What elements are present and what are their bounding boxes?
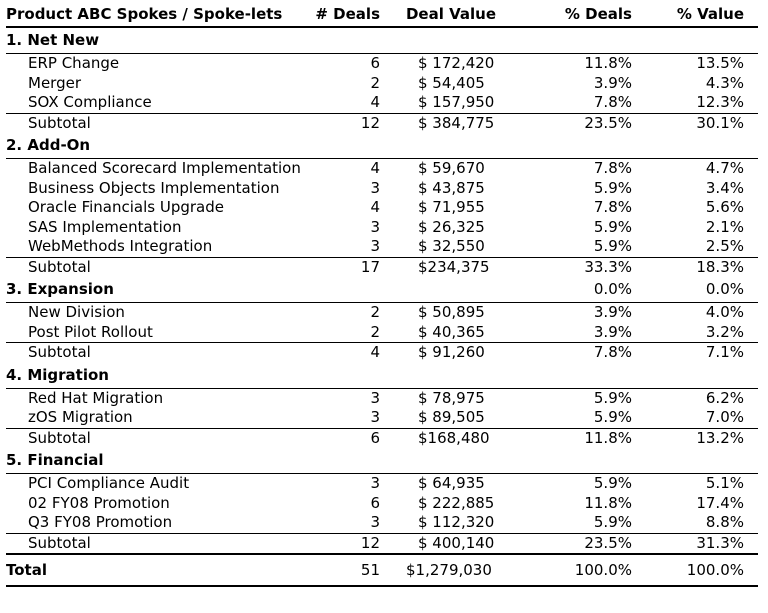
section-header-row [6, 448, 758, 474]
row-value: $ 89,505 [418, 408, 485, 427]
row-pct-value: 5.1% [705, 474, 744, 493]
row-name: WebMethods Integration [28, 237, 213, 256]
row-name: Merger [28, 73, 81, 92]
section-title: 4. Migration [6, 363, 312, 389]
row-value: $ 112,320 [418, 513, 495, 532]
section-empty-cell [384, 363, 518, 389]
total-row [6, 554, 758, 586]
row-pct-value: 8.8% [705, 513, 744, 532]
row-pct-deals: 5.9% [593, 178, 632, 197]
section-header-row [6, 363, 758, 389]
section-pct-deals [518, 448, 638, 474]
section-header-row [6, 277, 758, 303]
row-deals: 4 [370, 159, 380, 178]
table-row [6, 54, 758, 74]
section-pct-deals: 0.0% [518, 277, 638, 303]
section-pct-value [638, 448, 758, 474]
row-pct-deals: 5.9% [593, 474, 632, 493]
row-pct-value: 4.7% [705, 159, 744, 178]
row-value: $ 32,550 [418, 237, 485, 256]
section-pct-deals [518, 133, 638, 159]
subtotal-label: Subtotal [6, 343, 312, 363]
row-value: $ 40,365 [418, 322, 485, 341]
row-value: $ 71,955 [418, 198, 485, 217]
section-empty-cell [312, 277, 384, 303]
row-deals: 2 [370, 303, 380, 322]
row-value: $ 64,935 [418, 474, 485, 493]
row-pct-value: 2.5% [705, 237, 744, 256]
row-name: Oracle Financials Upgrade [28, 198, 224, 217]
header-deals: # Deals [312, 2, 384, 27]
subtotal-label: Subtotal [6, 257, 312, 277]
subtotal-pct-value: 13.2% [638, 428, 758, 448]
row-name: Red Hat Migration [28, 388, 164, 407]
row-value: $ 50,895 [418, 303, 485, 322]
row-pct-deals: 5.9% [593, 388, 632, 407]
section-empty-cell [312, 448, 384, 474]
row-pct-deals: 5.9% [593, 408, 632, 427]
row-deals: 3 [370, 474, 380, 493]
table-row [6, 218, 758, 238]
section-title: 5. Financial [6, 448, 312, 474]
section-empty-cell [312, 27, 384, 54]
subtotal-value: $234,375 [384, 257, 518, 277]
row-value: $ 157,950 [418, 93, 495, 112]
subtotal-label: Subtotal [6, 428, 312, 448]
row-deals: 3 [370, 388, 380, 407]
table-row [6, 179, 758, 199]
subtotal-pct-deals: 11.8% [518, 428, 638, 448]
header-name: Product ABC Spokes / Spoke-lets [6, 2, 312, 27]
row-deals: 3 [370, 513, 380, 532]
table-row [6, 323, 758, 343]
subtotal-row [6, 257, 758, 277]
table-row [6, 408, 758, 428]
subtotal-pct-value: 30.1% [638, 113, 758, 133]
row-pct-value: 17.4% [696, 493, 744, 512]
row-value: $ 78,975 [418, 388, 485, 407]
row-name: SAS Implementation [28, 217, 182, 236]
total-pct-value: 100.0% [638, 554, 758, 586]
subtotal-value: $ 400,140 [384, 533, 518, 554]
row-pct-deals: 11.8% [584, 493, 632, 512]
row-name: 02 FY08 Promotion [28, 493, 170, 512]
row-pct-deals: 3.9% [593, 322, 632, 341]
section-pct-value [638, 133, 758, 159]
subtotal-row [6, 533, 758, 554]
subtotal-pct-value: 18.3% [638, 257, 758, 277]
subtotal-deals: 4 [312, 343, 384, 363]
table-row [6, 513, 758, 533]
table-row [6, 159, 758, 179]
table-row [6, 93, 758, 113]
header-pct-value: % Value [638, 2, 758, 27]
row-pct-deals: 5.9% [593, 237, 632, 256]
section-title: 2. Add-On [6, 133, 312, 159]
row-deals: 3 [370, 178, 380, 197]
row-value: $ 222,885 [418, 493, 495, 512]
row-pct-deals: 7.8% [593, 93, 632, 112]
row-pct-deals: 5.9% [593, 217, 632, 236]
subtotal-deals: 12 [312, 533, 384, 554]
row-pct-value: 6.2% [705, 388, 744, 407]
row-deals: 2 [370, 73, 380, 92]
row-pct-deals: 5.9% [593, 513, 632, 532]
row-pct-value: 5.6% [705, 198, 744, 217]
section-empty-cell [312, 363, 384, 389]
row-name: Q3 FY08 Promotion [28, 513, 173, 532]
row-pct-value: 4.0% [705, 303, 744, 322]
section-title: 3. Expansion [6, 277, 312, 303]
table-row [6, 303, 758, 323]
row-value: $ 26,325 [418, 217, 485, 236]
row-pct-value: 3.2% [705, 322, 744, 341]
section-header-row [6, 27, 758, 54]
subtotal-value: $ 384,775 [384, 113, 518, 133]
row-name: New Division [28, 303, 125, 322]
section-pct-value: 0.0% [638, 277, 758, 303]
section-empty-cell [312, 133, 384, 159]
row-pct-value: 13.5% [696, 54, 744, 73]
table-row [6, 198, 758, 218]
table-body [6, 27, 758, 554]
total-deals: 51 [312, 554, 384, 586]
subtotal-deals: 12 [312, 113, 384, 133]
row-deals: 4 [370, 93, 380, 112]
row-name: ERP Change [28, 54, 120, 73]
subtotal-pct-deals: 33.3% [518, 257, 638, 277]
total-label: Total [6, 554, 312, 586]
subtotal-deals: 17 [312, 257, 384, 277]
row-pct-deals: 3.9% [593, 73, 632, 92]
row-pct-value: 12.3% [696, 93, 744, 112]
section-header-row [6, 133, 758, 159]
subtotal-pct-deals: 23.5% [518, 533, 638, 554]
subtotal-pct-deals: 23.5% [518, 113, 638, 133]
section-empty-cell [384, 27, 518, 54]
section-pct-value [638, 27, 758, 54]
section-empty-cell [384, 277, 518, 303]
row-deals: 4 [370, 198, 380, 217]
row-deals: 6 [370, 54, 380, 73]
section-pct-value [638, 363, 758, 389]
row-name: Balanced Scorecard Implementation [28, 159, 301, 178]
row-value: $ 43,875 [418, 178, 485, 197]
row-pct-value: 3.4% [705, 178, 744, 197]
table-row [6, 74, 758, 94]
row-pct-value: 7.0% [705, 408, 744, 427]
section-pct-deals [518, 363, 638, 389]
row-pct-deals: 7.8% [593, 159, 632, 178]
table-row [6, 494, 758, 514]
total-pct-deals: 100.0% [518, 554, 638, 586]
subtotal-deals: 6 [312, 428, 384, 448]
row-pct-deals: 3.9% [593, 303, 632, 322]
header-value: Deal Value [384, 2, 518, 27]
row-deals: 3 [370, 237, 380, 256]
row-pct-deals: 7.8% [593, 198, 632, 217]
section-pct-deals [518, 27, 638, 54]
row-deals: 3 [370, 217, 380, 236]
row-name: SOX Compliance [28, 93, 152, 112]
table-row [6, 474, 758, 494]
table-row [6, 237, 758, 257]
header-pct-deals: % Deals [518, 2, 638, 27]
row-name: zOS Migration [28, 408, 133, 427]
row-name: Business Objects Implementation [28, 178, 280, 197]
subtotal-row [6, 428, 758, 448]
subtotal-row [6, 113, 758, 133]
section-empty-cell [384, 448, 518, 474]
row-value: $ 54,405 [418, 73, 485, 92]
row-deals: 6 [370, 493, 380, 512]
row-deals: 3 [370, 408, 380, 427]
subtotal-label: Subtotal [6, 533, 312, 554]
subtotal-pct-value: 7.1% [638, 343, 758, 363]
row-name: Post Pilot Rollout [28, 322, 153, 341]
row-value: $ 59,670 [418, 159, 485, 178]
subtotal-value: $ 91,260 [384, 343, 518, 363]
row-pct-value: 2.1% [705, 217, 744, 236]
row-name: PCI Compliance Audit [28, 474, 190, 493]
table-header-row [6, 2, 758, 27]
deals-table [6, 2, 758, 587]
total-value: $1,279,030 [384, 554, 518, 586]
row-pct-value: 4.3% [705, 73, 744, 92]
subtotal-value: $168,480 [384, 428, 518, 448]
subtotal-pct-value: 31.3% [638, 533, 758, 554]
subtotal-label: Subtotal [6, 113, 312, 133]
subtotal-row [6, 343, 758, 363]
table-row [6, 388, 758, 408]
row-pct-deals: 11.8% [584, 54, 632, 73]
row-value: $ 172,420 [418, 54, 495, 73]
section-title: 1. Net New [6, 27, 312, 54]
subtotal-pct-deals: 7.8% [518, 343, 638, 363]
section-empty-cell [384, 133, 518, 159]
row-deals: 2 [370, 322, 380, 341]
